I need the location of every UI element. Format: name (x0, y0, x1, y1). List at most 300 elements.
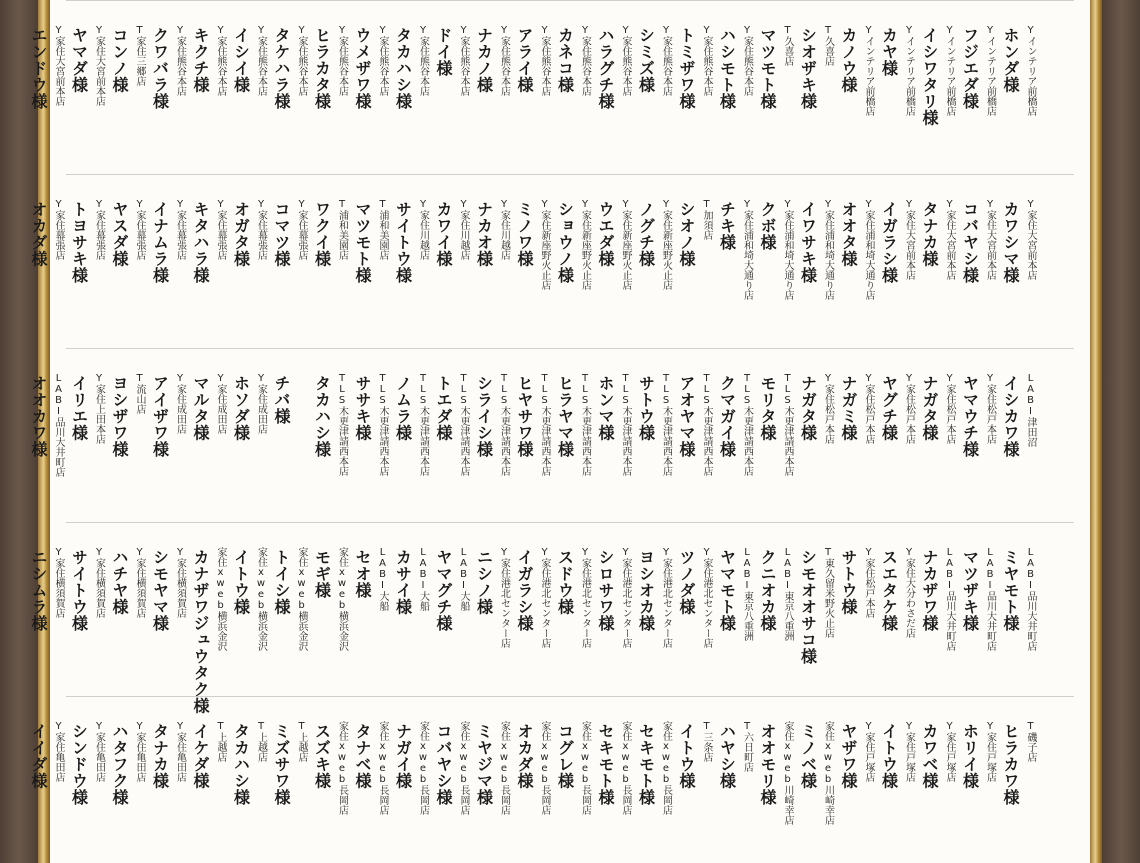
customer-name: トミザワ様 (677, 27, 696, 110)
customer-name: ヤザワ様 (839, 723, 858, 789)
name-entry (879, 11, 919, 161)
customer-name: イトウ様 (677, 723, 696, 789)
store-label: Y家住港北センター店 (660, 547, 672, 648)
store-label: Y家住熊谷本店 (498, 25, 510, 96)
name-entry (555, 359, 595, 509)
name-entry (231, 707, 271, 857)
customer-name: タカハシ様 (231, 723, 251, 806)
name-entry (271, 359, 311, 509)
name-entry (717, 707, 757, 857)
customer-name: イワサキ様 (798, 201, 818, 284)
name-entry (514, 707, 554, 857)
store-label: Y家住熊谷本店 (660, 25, 672, 96)
store-label: Y家住幕張店 (53, 199, 64, 260)
store-label: Y家住浦和埼大通り店 (863, 199, 874, 300)
customer-name: イシイ様 (231, 27, 251, 93)
customer-name: コバヤシ様 (434, 723, 453, 806)
store-label: Y家住成田店 (174, 373, 186, 434)
name-entry (271, 185, 311, 335)
customer-name: イケダ様 (191, 723, 210, 789)
customer-name: サイトウ様 (69, 549, 89, 632)
customer-name: イトウ様 (231, 549, 251, 615)
name-entry (69, 707, 109, 857)
customer-name: ワクイ様 (312, 201, 332, 267)
name-entry (109, 11, 149, 161)
name-entry (636, 359, 676, 509)
store-label: 家住xweb長岡店 (620, 721, 631, 815)
name-entry (433, 11, 473, 161)
name-entry (474, 533, 514, 683)
name-entry (798, 359, 838, 509)
store-label: Y家住松戸本店 (863, 373, 874, 444)
name-entry (1000, 185, 1040, 335)
name-entry (28, 185, 68, 335)
store-label: TLS木更津請西本店 (539, 373, 550, 476)
customer-name: タカハシ様 (312, 375, 332, 458)
customer-name: ドイ様 (434, 27, 453, 77)
name-entry (838, 533, 878, 683)
customer-name: オガタ様 (231, 201, 251, 267)
name-entry (1000, 707, 1040, 857)
name-entry (312, 533, 352, 683)
store-label: T浦和美園店 (336, 199, 348, 260)
name-entry (798, 707, 838, 857)
name-entry (838, 359, 878, 509)
customer-name: ナガタ様 (920, 375, 939, 441)
name-entry (150, 707, 190, 857)
customer-name: ヤマグチ様 (434, 549, 453, 632)
name-entry (676, 533, 716, 683)
name-entry (919, 533, 959, 683)
name-entry (838, 707, 878, 857)
customer-name: ナカノ様 (474, 27, 494, 93)
store-label: Y家住熊谷本店 (620, 25, 631, 96)
name-entry (636, 185, 676, 335)
store-label: 家住xweb横浜金沢 (336, 547, 348, 651)
name-entry (960, 11, 1000, 161)
customer-name: ハラグチ様 (596, 27, 615, 110)
customer-name: カナザワジュウタク様 (191, 549, 210, 714)
name-entry (474, 359, 514, 509)
store-label: Y家住戸塚店 (903, 721, 915, 782)
store-label: Y家住幕張店 (215, 199, 226, 260)
store-label: Y家住川越店 (417, 199, 429, 260)
customer-name: シロサワ様 (596, 549, 615, 632)
customer-name: ナガイ様 (393, 723, 413, 789)
store-label: Y家住戸塚店 (944, 721, 955, 782)
customer-name: ウエダ様 (596, 201, 615, 267)
store-label: 家住xweb長岡店 (377, 721, 388, 815)
store-label: T磯子店 (1025, 721, 1036, 762)
name-entry (271, 707, 311, 857)
name-entry (312, 11, 352, 161)
name-entry (150, 533, 190, 683)
store-label: Y家住上田本店 (93, 373, 105, 444)
name-entry (393, 707, 433, 857)
name-entry (433, 359, 473, 509)
store-label: Y家住熊谷本店 (701, 25, 712, 96)
name-entry (514, 533, 554, 683)
customer-name: シライシ様 (474, 375, 494, 458)
name-entry (393, 185, 433, 335)
customer-name: クマガイ様 (717, 375, 737, 458)
name-entry (555, 707, 595, 857)
customer-name: セオ様 (353, 549, 372, 599)
name-entry (879, 533, 919, 683)
customer-name: コグレ様 (555, 723, 575, 789)
name-entry (960, 533, 1000, 683)
store-label: Yインテリア前橋店 (1025, 25, 1036, 116)
store-label: TLS木更津請西本店 (377, 373, 388, 476)
store-label: Y家住熊谷本店 (174, 25, 186, 96)
name-entry (879, 707, 919, 857)
name-entry (28, 707, 68, 857)
customer-name: シモヤマ様 (150, 549, 170, 632)
name-entry (595, 185, 635, 335)
name-entry (28, 533, 68, 683)
store-label: LABI大船 (417, 547, 429, 611)
customer-name: ヒラヤマ様 (555, 375, 575, 458)
customer-name: タナカ様 (150, 723, 170, 789)
name-entry (433, 533, 473, 683)
store-label: LABI東京八重洲 (782, 547, 793, 641)
name-entry (1000, 11, 1040, 161)
store-label: Y家住幕張店 (174, 199, 186, 260)
customer-name: ヨシオカ様 (636, 549, 656, 632)
name-entry (433, 707, 473, 857)
store-label: TLS木更津請西本店 (417, 373, 429, 476)
store-label: T三条店 (701, 721, 712, 762)
customer-name: アライ様 (515, 27, 534, 93)
customer-name: シンドウ様 (69, 723, 89, 806)
store-label: 家住xweb長岡店 (417, 721, 429, 815)
store-label: Y家住大宮前本店 (984, 199, 996, 280)
store-label: T久喜店 (822, 25, 834, 66)
name-entry (879, 359, 919, 509)
store-label: Y家住熊谷本店 (417, 25, 429, 96)
customer-name: イリエ様 (69, 375, 89, 441)
customer-name: オオタ様 (839, 201, 858, 267)
store-label: 家住xweb横浜金沢 (255, 547, 267, 651)
store-label: Y家住熊谷本店 (296, 25, 307, 96)
customer-name: チバ様 (272, 375, 291, 425)
store-label: Y家住熊谷本店 (215, 25, 226, 96)
store-label: 家住xweb長岡店 (539, 721, 550, 815)
store-label: 家住xweb長岡店 (498, 721, 510, 815)
customer-name: イガラシ様 (879, 201, 899, 284)
store-label: TLS木更津請西本店 (579, 373, 591, 476)
store-label: Y家住松戸本店 (863, 547, 874, 618)
customer-name: ショウノ様 (555, 201, 575, 284)
customer-name: キクチ様 (191, 27, 210, 93)
store-label: Y家住大宮前本店 (903, 199, 915, 280)
name-list-panel (29, 0, 1090, 863)
name-entry (595, 11, 635, 161)
store-label: Yインテリア前橋店 (903, 25, 915, 116)
customer-name: アイザワ様 (150, 375, 170, 458)
store-label: TLS木更津請西本店 (741, 373, 753, 476)
name-entry (109, 185, 149, 335)
store-label: Y家住熊谷本店 (458, 25, 469, 96)
name-entry (271, 533, 311, 683)
store-label: Y家住港北センター店 (498, 547, 510, 648)
name-entry (757, 185, 797, 335)
customer-name: ヤマモト様 (717, 549, 737, 632)
name-entry (555, 185, 595, 335)
customer-name: トイシ様 (272, 549, 291, 615)
name-entry (393, 359, 433, 509)
name-entry (433, 185, 473, 335)
customer-name: タケハラ様 (272, 27, 291, 110)
store-label: Y家住戸塚店 (863, 721, 874, 782)
store-label: Y家住大分わさだ店 (903, 547, 915, 638)
customer-name: チキ様 (717, 201, 737, 251)
customer-name: ミノワ様 (515, 201, 534, 267)
store-label: 家住xweb長岡店 (660, 721, 672, 815)
store-label: T上越店 (296, 721, 307, 762)
customer-name: カワイ様 (434, 201, 453, 267)
store-label: Y家住熊谷本店 (336, 25, 348, 96)
name-entry (190, 707, 230, 857)
store-label: Y家住横須賀店 (174, 547, 186, 618)
customer-name: ミノベ様 (798, 723, 818, 789)
name-entry (69, 185, 109, 335)
store-label: Y家住亀田店 (174, 721, 186, 782)
customer-name: クワバラ様 (150, 27, 170, 110)
store-label: Y家住幕張店 (296, 199, 307, 260)
name-entry (231, 533, 271, 683)
customer-name: マツモト様 (353, 201, 372, 284)
name-entry (109, 533, 149, 683)
customer-name: ハシモト様 (717, 27, 737, 110)
customer-name: スズキ様 (312, 723, 332, 789)
store-label: Y家住横須賀店 (134, 547, 145, 618)
customer-name: コマツ様 (272, 201, 291, 267)
right-gold-border (1090, 0, 1102, 863)
store-label: Y家住松戸本店 (903, 373, 915, 444)
name-entry (717, 185, 757, 335)
name-entry (757, 359, 797, 509)
customer-name: マツモト様 (758, 27, 777, 110)
customer-name: ノグチ様 (636, 201, 656, 267)
name-entry (28, 359, 68, 509)
customer-name: スエタケ様 (879, 549, 899, 632)
store-label: T上越店 (255, 721, 267, 762)
customer-name: ミヤモト様 (1001, 549, 1020, 632)
store-label: LABI大船 (377, 547, 388, 611)
name-entry (717, 359, 757, 509)
customer-name: サトウ様 (839, 549, 858, 615)
customer-name: ハヤシ様 (717, 723, 737, 789)
name-entry (676, 11, 716, 161)
store-label: Y家住浦和埼大通り店 (741, 199, 753, 300)
name-row (29, 696, 1074, 857)
store-label: T家住三郷店 (134, 25, 145, 86)
store-label: Y家住港北センター店 (620, 547, 631, 648)
customer-name: スドウ様 (555, 549, 575, 615)
customer-name: モリタ様 (758, 375, 777, 441)
store-label: Y家住大宮前本店 (944, 199, 955, 280)
store-label: Y家住幕張店 (255, 199, 267, 260)
store-label: LABI大船 (458, 547, 469, 611)
customer-name: シオザキ様 (798, 27, 818, 110)
customer-name: ヤグチ様 (879, 375, 899, 441)
customer-name: ホソダ様 (231, 375, 251, 441)
store-label: 家住xweb川崎幸店 (782, 721, 793, 825)
store-label: TLS木更津請西本店 (458, 373, 469, 476)
customer-name: サイトウ様 (393, 201, 413, 284)
customer-name: タナカ様 (920, 201, 939, 267)
customer-name: ヒヤサワ様 (515, 375, 534, 458)
name-entry (798, 11, 838, 161)
customer-name: ホンダ様 (1001, 27, 1020, 93)
customer-name: ヤマダ様 (69, 27, 89, 93)
store-label: LABI品川大井町店 (984, 547, 996, 651)
store-label: Y家住幕張店 (93, 199, 105, 260)
store-label: TLS木更津請西本店 (498, 373, 510, 476)
name-entry (109, 707, 149, 857)
customer-name: エンドウ様 (29, 27, 48, 110)
name-entry (474, 11, 514, 161)
customer-name: ナガタ様 (798, 375, 818, 441)
name-entry (676, 359, 716, 509)
name-entry (1000, 359, 1040, 509)
store-label: Y家住松戸本店 (944, 373, 955, 444)
customer-name: イガラシ様 (515, 549, 534, 632)
store-label: T六日町店 (741, 721, 753, 772)
store-label: Y家住川越店 (498, 199, 510, 260)
name-entry (352, 11, 392, 161)
customer-name: ナガミ様 (839, 375, 858, 441)
name-entry (231, 359, 271, 509)
name-entry (474, 185, 514, 335)
name-entry (717, 11, 757, 161)
customer-name: セキモト様 (636, 723, 656, 806)
store-label: Y家住熊谷本店 (377, 25, 388, 96)
store-label: Yインテリア前橋店 (863, 25, 874, 116)
name-entry (190, 11, 230, 161)
name-entry (312, 185, 352, 335)
name-row (29, 174, 1074, 335)
name-row (29, 0, 1074, 161)
name-entry (879, 185, 919, 335)
customer-name: ホンマ様 (596, 375, 615, 441)
store-label: T久喜店 (782, 25, 793, 66)
name-entry (393, 533, 433, 683)
name-entry (474, 707, 514, 857)
name-entry (231, 185, 271, 335)
name-entry (271, 11, 311, 161)
name-entry (595, 359, 635, 509)
name-entry (150, 359, 190, 509)
store-label: Y家住浦和埼大通り店 (782, 199, 793, 300)
store-label: 家住xweb長岡店 (579, 721, 591, 815)
store-label: Yインテリア前橋店 (944, 25, 955, 116)
customer-name: ヤスダ様 (110, 201, 129, 267)
store-label: LABI津田沼 (1025, 373, 1036, 447)
customer-name: ミヤジマ様 (474, 723, 494, 806)
store-label: T加須店 (701, 199, 712, 240)
customer-name: ホリイ様 (960, 723, 980, 789)
store-label: Y家住港北センター店 (701, 547, 712, 648)
store-label: Y家住亀田店 (93, 721, 105, 782)
customer-name: タカハシ様 (393, 27, 413, 110)
customer-name: イトウ様 (879, 723, 899, 789)
name-entry (28, 11, 68, 161)
name-entry (838, 11, 878, 161)
store-label: T流山店 (134, 373, 145, 414)
customer-name: ニシムラ様 (29, 549, 48, 632)
name-row (29, 348, 1074, 509)
customer-name: ノムラ様 (393, 375, 413, 441)
customer-name: イシワタリ様 (920, 27, 939, 126)
store-label: TLS木更津請西本店 (336, 373, 348, 476)
customer-name: オオモリ様 (758, 723, 777, 806)
store-label: TLS木更津請西本店 (782, 373, 793, 476)
name-entry (717, 533, 757, 683)
name-entry (757, 11, 797, 161)
store-label: Y家住大宮前本店 (1025, 199, 1036, 280)
name-entry (555, 11, 595, 161)
store-label: Y家住新座野火止店 (620, 199, 631, 290)
store-label: Y家住松戸本店 (822, 373, 834, 444)
customer-name: サトウ様 (636, 375, 656, 441)
name-entry (190, 359, 230, 509)
store-label: Y家住亀田店 (53, 721, 64, 782)
name-entry (595, 533, 635, 683)
name-entry (190, 533, 230, 714)
customer-name: セキモト様 (596, 723, 615, 806)
name-entry (798, 185, 838, 335)
name-entry (636, 11, 676, 161)
store-label: LABI品川大井町店 (1025, 547, 1036, 651)
customer-name: ササキ様 (353, 375, 372, 441)
store-label: Y家住新座野火止店 (539, 199, 550, 290)
customer-name: イイダ様 (29, 723, 48, 789)
customer-name: シオノ様 (677, 201, 696, 267)
store-label: Y家住新座野火止店 (660, 199, 672, 290)
store-label: Y家住川越店 (458, 199, 469, 260)
name-entry (798, 533, 838, 683)
customer-name: カネコ様 (555, 27, 575, 93)
name-entry (960, 707, 1000, 857)
customer-name: イナムラ様 (150, 201, 170, 284)
name-entry (352, 359, 392, 509)
store-label: Y家住戸塚店 (984, 721, 996, 782)
store-label: Y家住大宮前本店 (93, 25, 105, 106)
name-entry (352, 533, 392, 683)
customer-name: マツザキ様 (960, 549, 980, 632)
store-label: Y家住熊谷本店 (579, 25, 591, 96)
name-entry (636, 533, 676, 683)
store-label: Y家住成田店 (255, 373, 267, 434)
store-label: 家住xweb川崎幸店 (822, 721, 834, 825)
store-label: Y家住成田店 (215, 373, 226, 434)
customer-name: オカダ様 (515, 723, 534, 789)
store-label: LABI品川大井町店 (944, 547, 955, 651)
name-entry (69, 533, 109, 683)
customer-name: トエダ様 (434, 375, 453, 441)
name-entry (919, 707, 959, 857)
name-entry (960, 185, 1000, 335)
name-entry (312, 707, 352, 857)
name-row (29, 522, 1074, 714)
customer-name: アオヤマ様 (677, 375, 696, 458)
name-entry (757, 533, 797, 683)
name-entry (312, 359, 352, 509)
customer-name: コバヤシ様 (960, 201, 980, 284)
store-label: T浦和美園店 (377, 199, 388, 260)
